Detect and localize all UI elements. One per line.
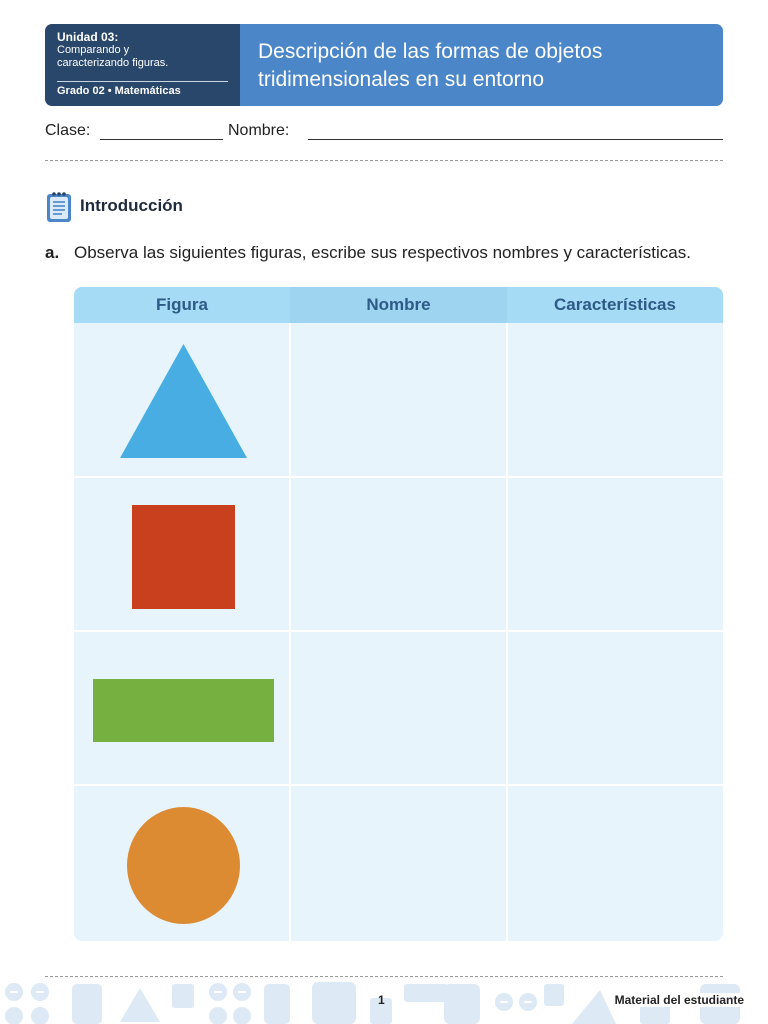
triangle-polygon — [120, 344, 247, 458]
clase-label: Clase: — [45, 122, 91, 139]
clase-field[interactable] — [100, 139, 223, 140]
table-header — [74, 287, 723, 323]
lesson-title-line-1: Descripción de las formas de objetos — [258, 40, 603, 63]
page-number: 1 — [378, 993, 385, 1007]
header-banner — [45, 24, 723, 106]
triangle-shape — [120, 344, 247, 458]
nombre-label: Nombre: — [228, 122, 290, 139]
dashed-divider — [45, 160, 723, 161]
circle-shape — [127, 807, 240, 924]
grade-label: Grado 02 • Matemáticas — [57, 85, 181, 97]
student-fields — [45, 122, 723, 144]
lesson-title-panel — [240, 24, 723, 106]
rectangle-shape — [93, 679, 274, 742]
column-divider — [506, 323, 508, 941]
footer-label: Material del estudiante — [611, 993, 744, 1007]
row-divider — [74, 784, 723, 786]
unit-title: Unidad 03: — [57, 30, 119, 44]
row-divider — [74, 476, 723, 478]
unit-divider — [57, 81, 228, 82]
question-letter: a. — [45, 243, 60, 262]
footer-dashed-divider — [45, 976, 723, 977]
column-divider — [289, 323, 291, 941]
unit-subtitle-line-1: Comparando y — [57, 44, 130, 56]
notepad-icon — [45, 191, 74, 224]
header-caracteristicas: Características — [554, 295, 676, 314]
square-shape — [132, 505, 235, 609]
unit-panel — [45, 24, 240, 106]
question-text: Observa las siguientes figuras, escribe sus respectivos nombres y características. — [74, 243, 691, 262]
nombre-field[interactable] — [308, 139, 723, 140]
unit-subtitle-line-2: caracterizando figuras. — [57, 57, 169, 69]
figures-table — [74, 287, 723, 941]
row-divider — [74, 630, 723, 632]
header-figura: Figura — [156, 295, 208, 314]
header-nombre: Nombre — [290, 287, 507, 323]
section-title: Introducción — [80, 196, 183, 215]
lesson-title-line-2: tridimensionales en su entorno — [258, 68, 545, 91]
